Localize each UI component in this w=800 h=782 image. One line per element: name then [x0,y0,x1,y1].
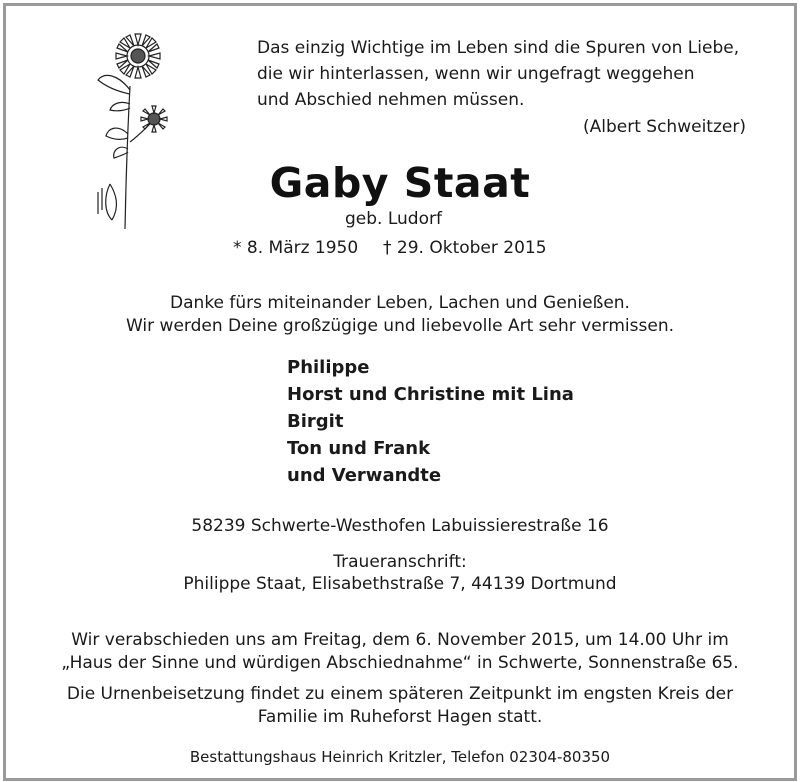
birth-date: * 8. März 1950 [233,238,359,258]
death-date: † 29. Oktober 2015 [383,238,547,258]
farewell-line-1: Wir verabschieden uns am Freitag, dem 6. November 2015, um 14.00 Uhr im [71,630,729,650]
urn-line-1: Die Urnenbeisetzung findet zu einem späteren Zeitpunkt im engsten Kreis der [66,684,734,704]
mourner-1: Philippe [287,357,370,378]
quote-line-2: die wir hinterlassen, wenn wir ungefragt weggehen [257,64,695,84]
deceased-name: Gaby Staat [269,159,531,207]
mourner-2: Horst und Christine mit Lina [287,384,574,405]
farewell-line-2: „Haus der Sinne und würdigen Abschiednahme“ in Schwerte, Sonnenstraße 65. [61,653,739,673]
thanks-line-2: Wir werden Deine großzügige und liebevolle Art sehr vermissen. [125,316,674,336]
funeral-home: Bestattungshaus Heinrich Kritzler, Telefon 02304-80350 [189,748,611,766]
mourning-address-label: Traueranschrift: [333,552,467,572]
mourner-4: Ton und Frank [287,438,431,459]
quote-author: (Albert Schweitzer) [583,117,746,137]
home-address: 58239 Schwerte-Westhofen Labuissierestraße 16 [191,516,609,536]
urn-line-2: Familie im Ruheforst Hagen statt. [257,707,543,727]
mourner-3: Birgit [287,411,344,432]
obituary-frame [3,3,797,781]
birth-name: geb. Ludorf [345,209,442,229]
quote-line-1: Das einzig Wichtige im Leben sind die Spuren von Liebe, [257,38,740,58]
quote-line-3: und Abschied nehmen müssen. [257,90,525,110]
mourning-address-value: Philippe Staat, Elisabethstraße 7, 44139 Dortmund [183,574,617,594]
thanks-line-1: Danke fürs miteinander Leben, Lachen und Genießen. [170,293,630,313]
mourner-5: und Verwandte [287,465,442,486]
